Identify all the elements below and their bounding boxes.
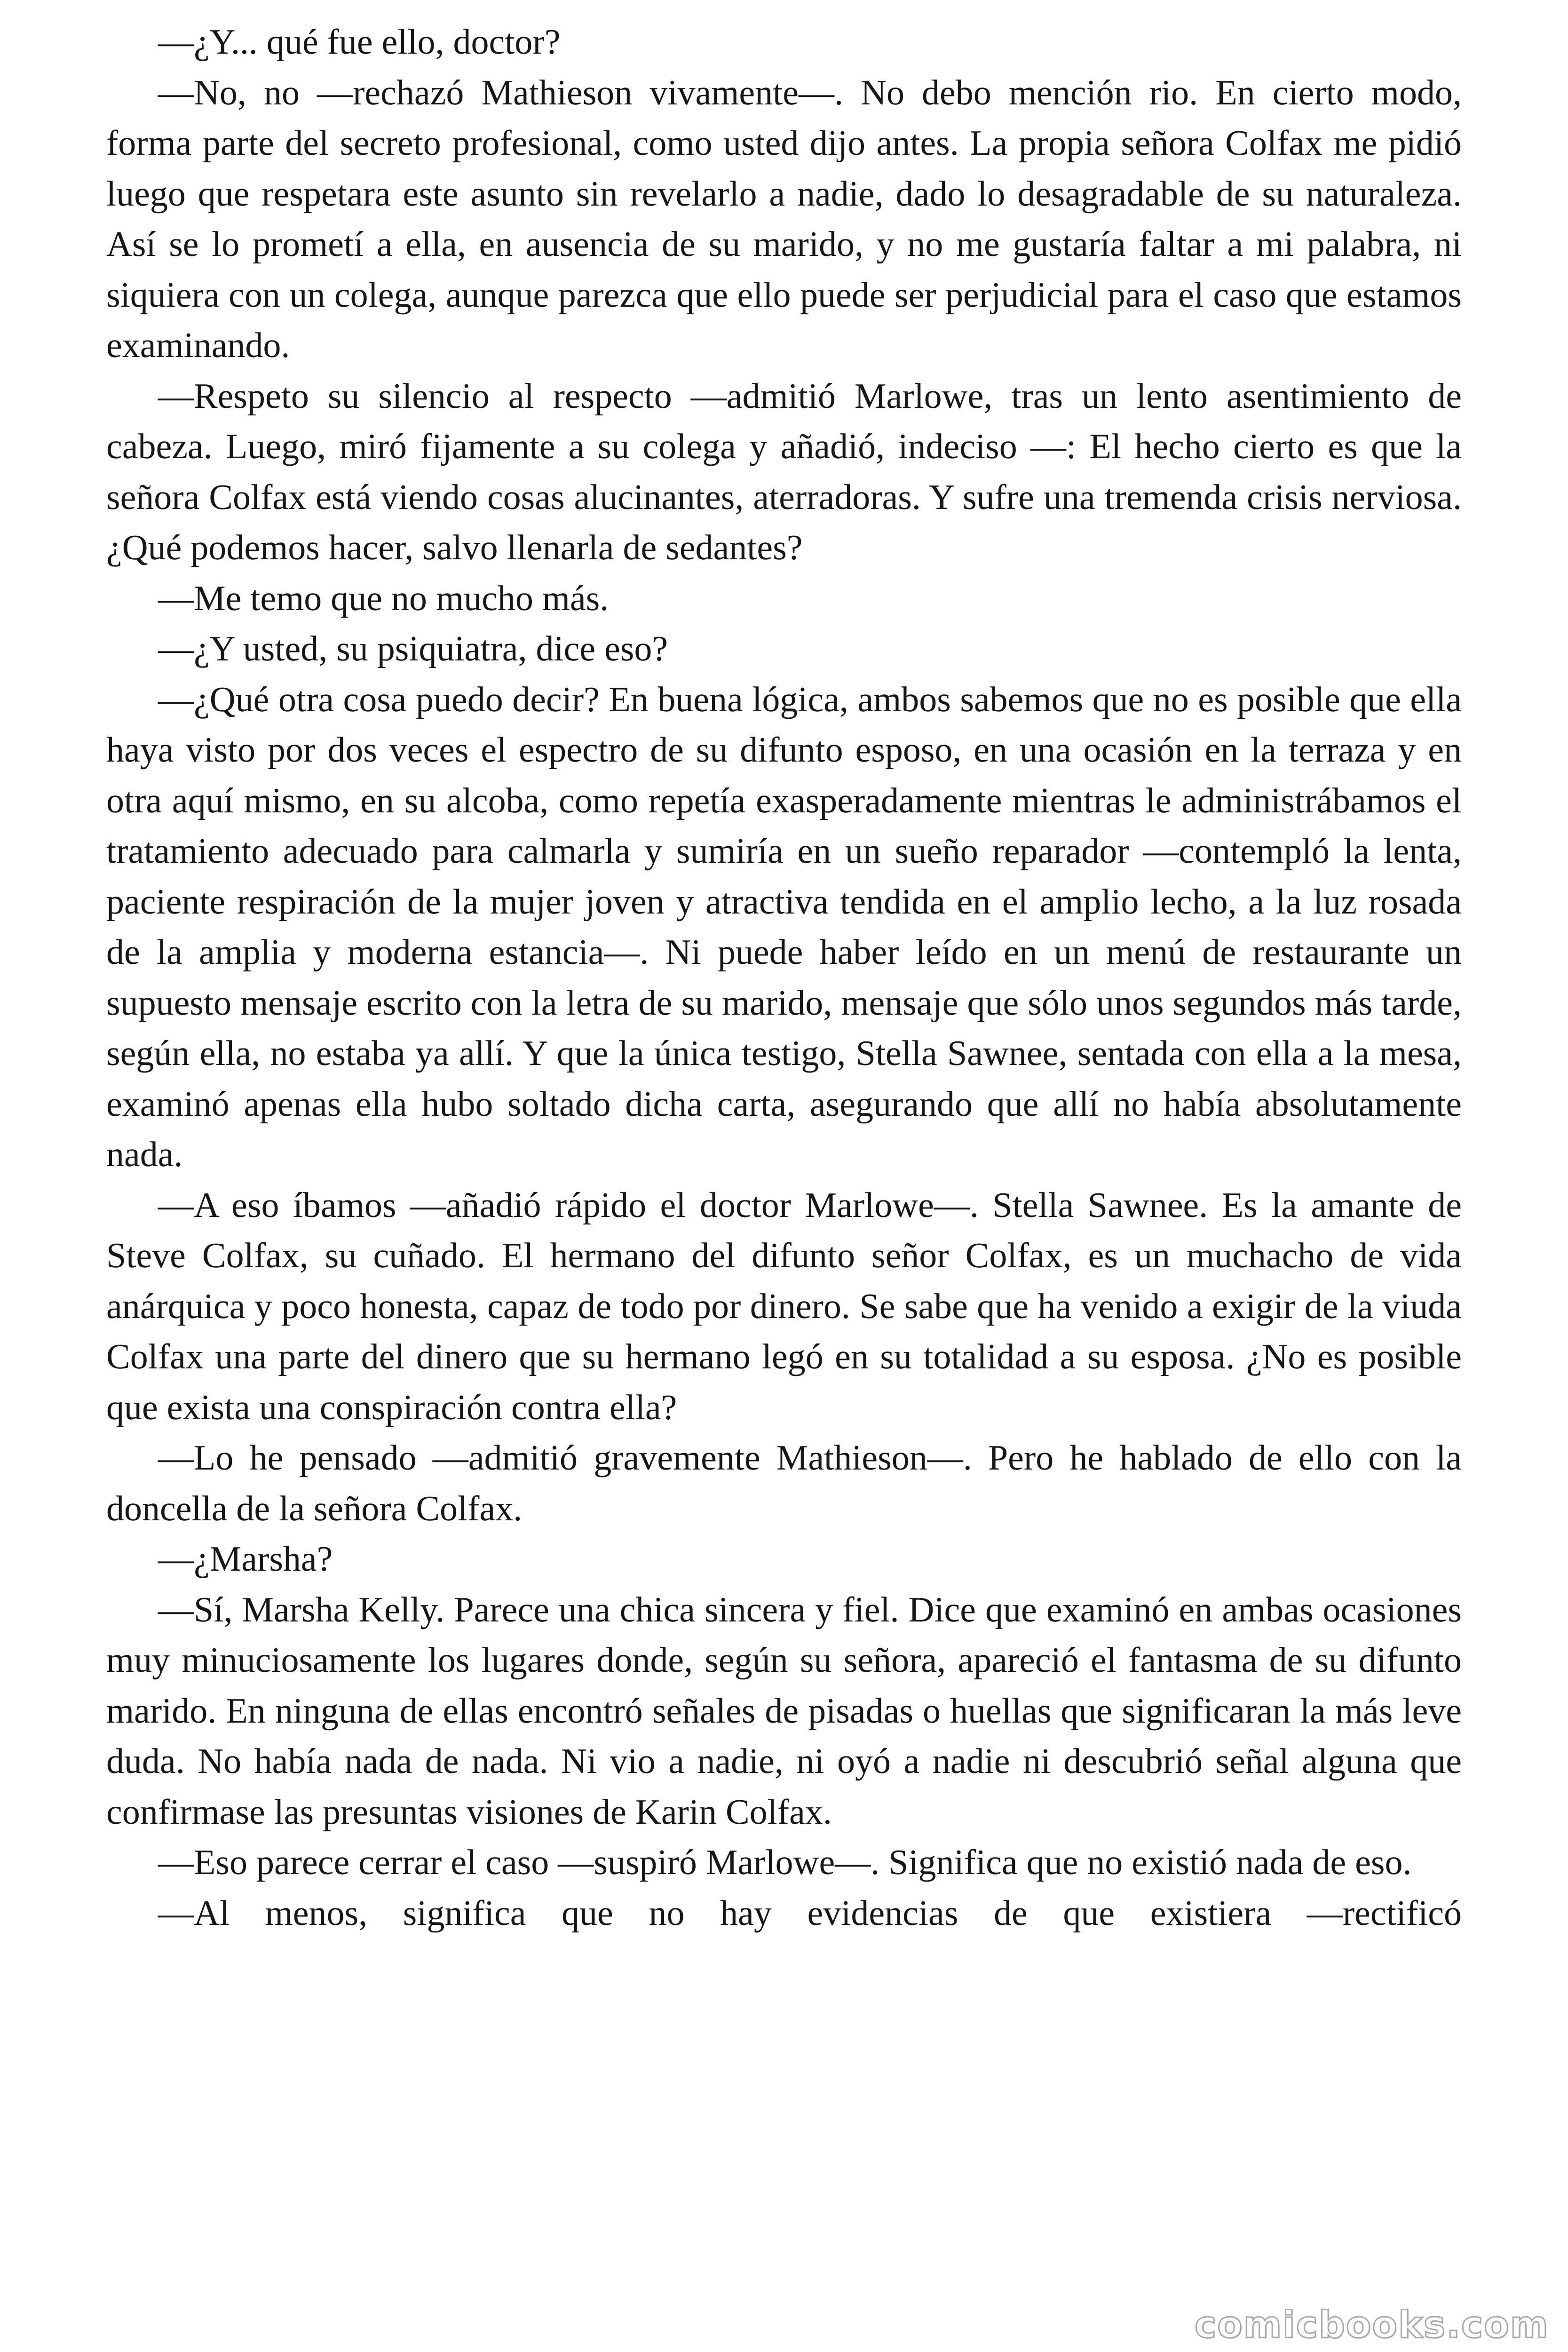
- paragraph: —¿Qué otra cosa puedo decir? En buena lógica, ambos sabemos que no es posible que ella haya visto por dos veces el espectro de su difunto esposo, en una ocasión en la terraza y en otra aquí mismo, en su alcoba, como repetía exasperadamente mientras le administrábamos el tratamiento adecuado para calmarla y sumiría en un sueño reparador —contempló la lenta, paciente respiración de la mujer joven y atractiva tendida en el amplio lecho, a la luz rosada de la amplia y moderna estancia—. Ni puede haber leído en un menú de restaurante un supuesto mensaje escrito con la letra de su marido, mensaje que sólo unos segundos más tarde, según ella, no estaba ya allí. Y que la única testigo, Stella Sawnee, sentada con ella a la mesa, examinó apenas ella hubo soltado dicha carta, asegurando que allí no había absolutamente nada.: [106, 679, 1462, 1174]
- paragraph: —Eso parece cerrar el caso —suspiró Marlowe—. Significa que no existió nada de eso.: [158, 1843, 1412, 1882]
- paragraph: —¿Y... qué fue ello, doctor?: [158, 22, 561, 62]
- paragraph-continued: —Al menos, significa que no hay evidencias de que existiera —rectificó: [158, 1893, 1462, 1933]
- paragraph: —¿Marsha?: [158, 1539, 333, 1579]
- watermark: comicbooks.com: [1194, 2304, 1549, 2346]
- paragraph: —No, no —rechazó Mathieson vivamente—. No debo mención rio. En cierto modo, forma parte del secreto profesional, como usted dijo antes. La propia señora Colfax me pidió luego que respetara este asunto sin revelarlo a nadie, dado lo desagradable de su naturaleza. Así se lo prometí a ella, en ausencia de su marido, y no me gustaría faltar a mi palabra, ni siquiera con un colega, aunque parezca que ello puede ser perjudicial para el caso que estamos examinando.: [106, 72, 1462, 365]
- paragraph: —Respeto su silencio al respecto —admitió Marlowe, tras un lento asentimiento de cabeza. Luego, miró fijamente a su colega y añadió, indeciso —: El hecho cierto es que la señora Colfax está viendo cosas alucinantes, aterradoras. Y sufre una tremenda crisis nerviosa. ¿Qué podemos hacer, salvo llenarla de sedantes?: [106, 376, 1462, 567]
- paragraph: —Sí, Marsha Kelly. Parece una chica sincera y fiel. Dice que examinó en ambas ocasiones muy minuciosamente los lugares donde, según su señora, apareció el fantasma de su difunto marido. En ninguna de ellas encontró señales de pisadas o huellas que significaran la más leve duda. No había nada de nada. Ni vio a nadie, ni oyó a nadie ni descubrió señal alguna que confirmase las presuntas visiones de Karin Colfax.: [106, 1589, 1462, 1832]
- paragraph: —¿Y usted, su psiquiatra, dice eso?: [158, 629, 668, 668]
- paragraph: —A eso íbamos —añadió rápido el doctor Marlowe—. Stella Sawnee. Es la amante de Steve Colfax, su cuñado. El hermano del difunto señor Colfax, es un muchacho de vida anárquica y poco honesta, capaz de todo por dinero. Se sabe que ha venido a exigir de la viuda Colfax una parte del dinero que su hermano legó en su totalidad a su esposa. ¿No es posible que exista una conspiración contra ella?: [106, 1185, 1462, 1427]
- paragraph: —Lo he pensado —admitió gravemente Mathieson—. Pero he hablado de ello con la doncella de la señora Colfax.: [106, 1438, 1462, 1528]
- paragraph: —Me temo que no mucho más.: [158, 578, 609, 618]
- book-page: [106, 17, 1462, 1939]
